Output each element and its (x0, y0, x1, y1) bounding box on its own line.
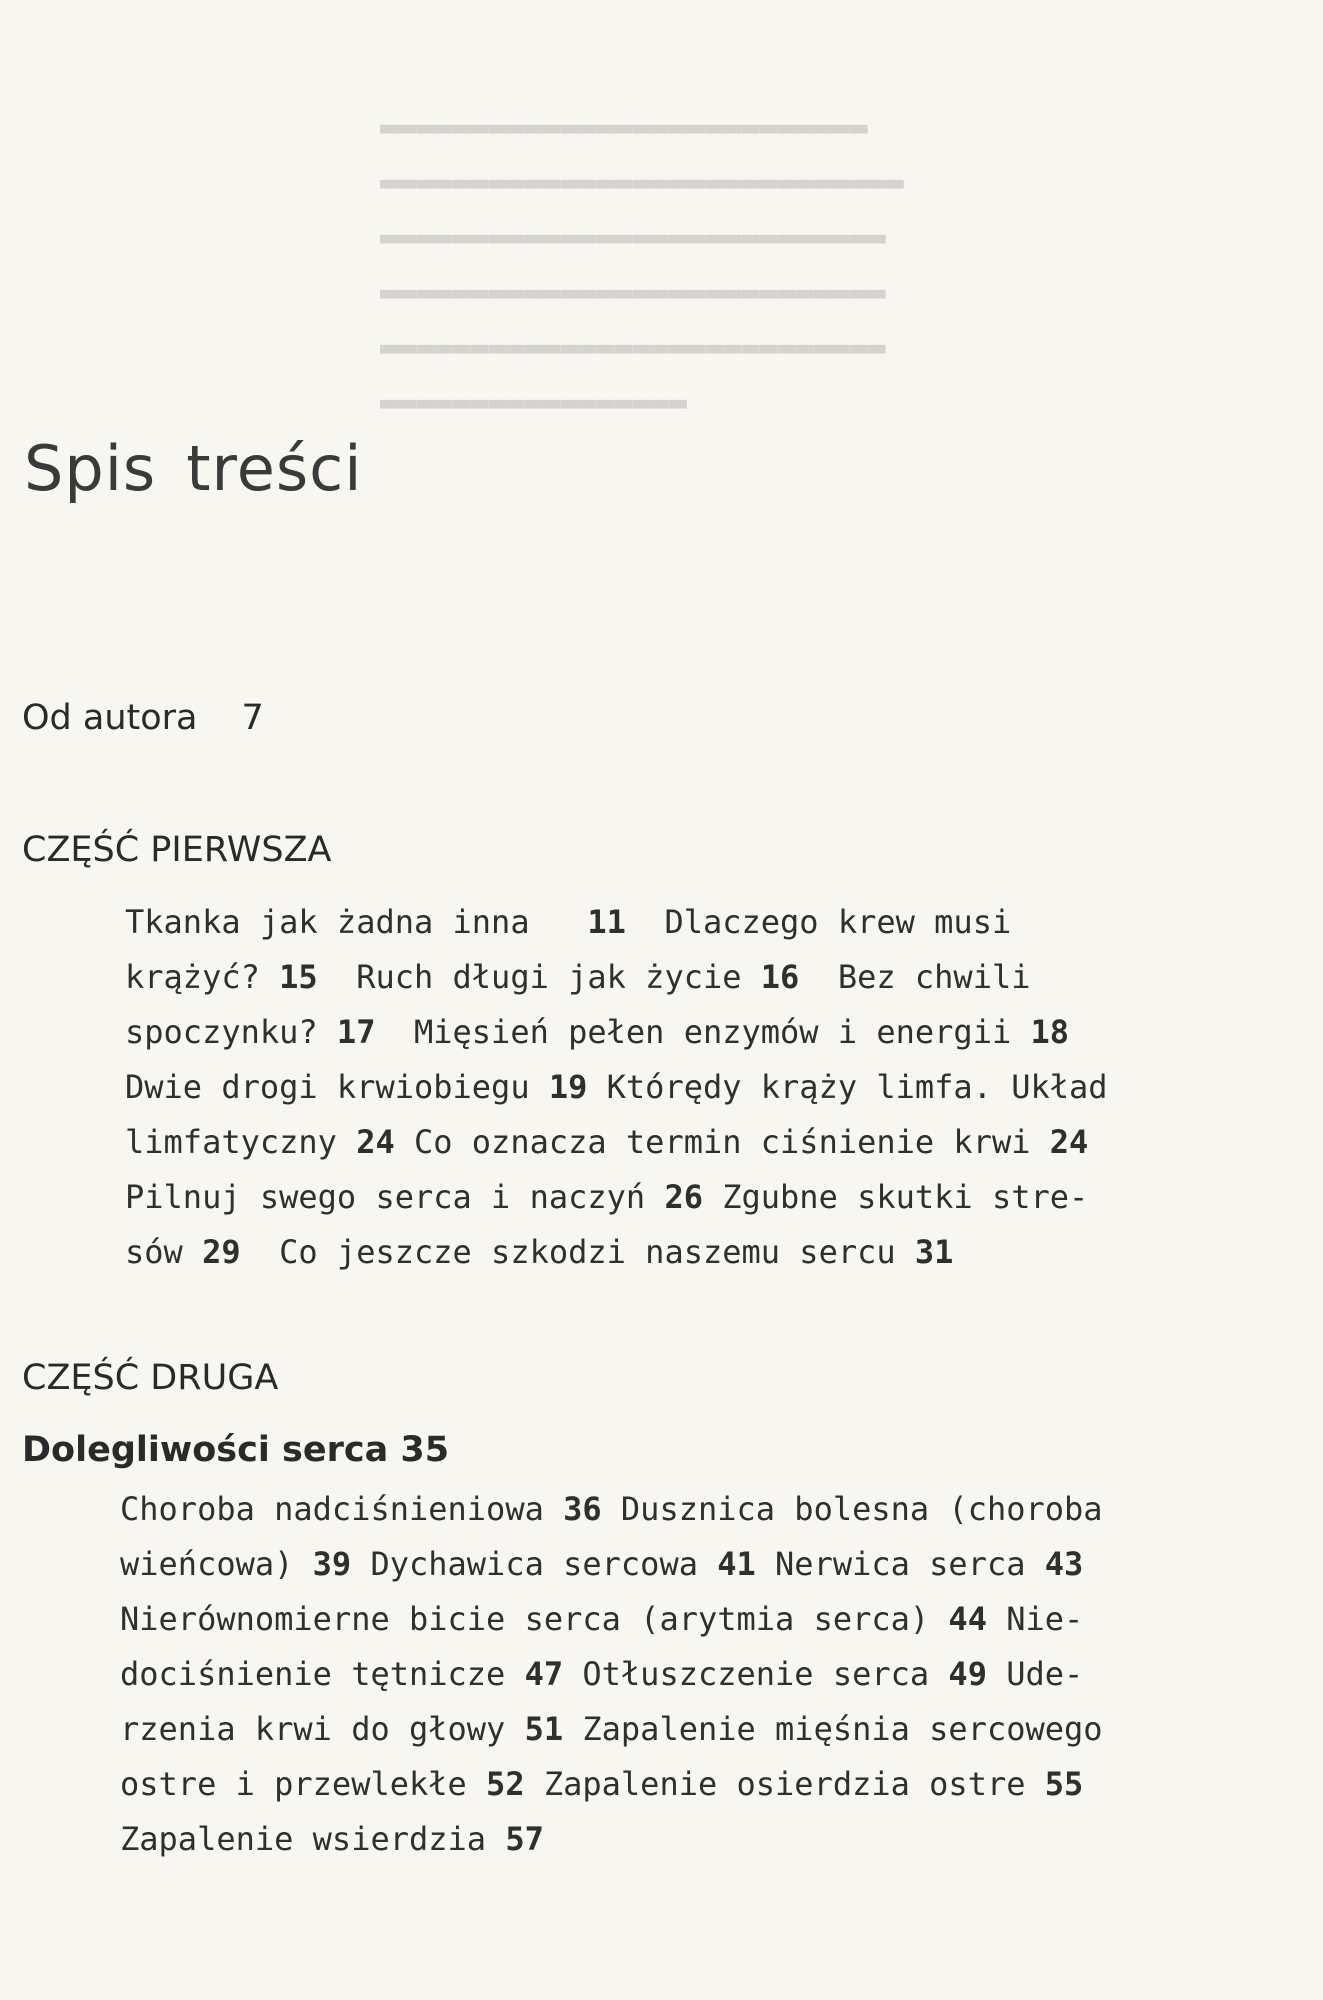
toc-text: Nerwica serca (755, 1545, 1045, 1583)
toc-entry-label: Od autora (22, 698, 198, 738)
toc-line (120, 1537, 1103, 1592)
toc-page-number: 15 (279, 958, 318, 996)
toc-page-number: 36 (563, 1490, 602, 1528)
toc-text: Choroba nadciśnieniowa (120, 1490, 564, 1528)
part-2-entries (120, 1482, 1103, 1867)
toc-line (120, 1812, 1103, 1867)
toc-line (125, 950, 1108, 1005)
toc-page-number: 26 (664, 1178, 703, 1216)
toc-line (120, 1482, 1103, 1537)
toc-text: Zapalenie osierdzia ostre (524, 1765, 1045, 1803)
toc-page-number: 24 (1049, 1123, 1089, 1161)
toc-text: Zapalenie wsierdzia (120, 1820, 506, 1858)
toc-page-number: 29 (202, 1233, 241, 1271)
toc-text: sów (125, 1233, 203, 1271)
toc-page-number: 49 (948, 1655, 987, 1693)
toc-page-number: 52 (486, 1765, 525, 1803)
toc-page-number: 24 (356, 1123, 395, 1161)
toc-text: spoczynku? (125, 1013, 337, 1051)
toc-line (125, 1115, 1108, 1170)
toc-page-number: 17 (336, 1013, 376, 1051)
toc-page-number: 19 (548, 1068, 588, 1106)
part-2-heading: CZĘŚĆ DRUGA (22, 1358, 279, 1398)
toc-text: Zapalenie mięśnia sercowego (563, 1710, 1103, 1748)
toc-page-number: 57 (505, 1820, 544, 1858)
part-1-heading: CZĘŚĆ PIERWSZA (22, 830, 332, 870)
toc-line (120, 1647, 1103, 1702)
toc-page-number: 18 (1030, 1013, 1070, 1051)
section-heading-dolegliwosci-serca (22, 1430, 449, 1470)
toc-line (125, 1170, 1108, 1225)
toc-page-number: 39 (312, 1545, 352, 1583)
toc-text: Nierównomierne bicie serca (arytmia serca) (120, 1600, 949, 1638)
toc-line (125, 1005, 1108, 1060)
toc-page-number: 11 (587, 903, 626, 941)
toc-line (125, 1225, 1108, 1280)
bleed-through-decoration: ▬▬▬▬▬▬▬▬▬▬▬▬▬▬▬▬▬▬▬▬▬▬▬▬▬▬▬ ▬▬▬▬▬▬▬▬▬▬▬▬▬▬▬▬▬▬▬▬▬▬▬▬▬▬▬▬▬ ▬▬▬▬▬▬▬▬▬▬▬▬▬▬▬▬▬▬▬▬▬▬▬▬▬▬▬▬ ▬▬▬▬▬▬▬▬▬▬▬▬▬▬▬▬▬▬▬▬▬▬▬▬▬▬▬▬ ▬▬▬▬▬▬▬▬▬▬▬▬▬▬▬▬▬▬▬▬▬▬▬▬▬▬▬▬ ▬▬▬▬▬▬▬▬▬▬▬▬▬▬▬▬▬ (380, 110, 904, 420)
toc-text: Dwie drogi krwiobiegu (125, 1068, 549, 1106)
title-word-2: treści (186, 432, 363, 505)
section-page: 35 (400, 1430, 450, 1470)
toc-entry-page: 7 (241, 698, 264, 738)
toc-text: Mięsień pełen enzymów i energii (375, 1013, 1031, 1051)
toc-text: Ude- (986, 1655, 1084, 1693)
toc-page-number: 43 (1044, 1545, 1084, 1583)
toc-page-number: 47 (524, 1655, 564, 1693)
toc-line (120, 1757, 1103, 1812)
toc-page-number: 41 (717, 1545, 756, 1583)
toc-text: krążyć? (125, 958, 280, 996)
toc-text: Co oznacza termin ciśnienie krwi (394, 1123, 1050, 1161)
toc-text: Co jeszcze szkodzi naszemu sercu (240, 1233, 915, 1271)
toc-text: Zgubne skutki stre- (702, 1178, 1089, 1216)
page-title (24, 432, 362, 505)
toc-text: Ruch długi jak życie (317, 958, 761, 996)
toc-entry-od-autora (22, 698, 264, 738)
toc-text: ostre i przewlekłe (120, 1765, 487, 1803)
toc-text: Bez chwili (799, 958, 1031, 996)
toc-text: Otłuszczenie serca (563, 1655, 949, 1693)
toc-text: Dychawica sercowa (351, 1545, 718, 1583)
toc-text: Dusznica bolesna (choroba (601, 1490, 1103, 1528)
toc-line (120, 1592, 1103, 1647)
toc-line (125, 1060, 1108, 1115)
section-label: Dolegliwości serca (22, 1430, 389, 1470)
toc-text: Nie- (986, 1600, 1084, 1638)
toc-line (120, 1702, 1103, 1757)
part-1-entries (125, 895, 1108, 1280)
toc-text: Dlaczego krew musi (625, 903, 1012, 941)
toc-page-number: 44 (948, 1600, 987, 1638)
toc-text: rzenia krwi do głowy (120, 1710, 525, 1748)
toc-page-number: 55 (1044, 1765, 1084, 1803)
toc-text: Którędy krąży limfa. Układ (587, 1068, 1108, 1106)
toc-text: dociśnienie tętnicze (120, 1655, 525, 1693)
toc-page-number: 51 (524, 1710, 564, 1748)
toc-line (125, 895, 1108, 950)
toc-text: Tkanka jak żadna inna (125, 903, 588, 941)
toc-page-number: 31 (914, 1233, 954, 1271)
toc-text: Pilnuj swego serca i naczyń (125, 1178, 665, 1216)
toc-text: wieńcowa) (120, 1545, 313, 1583)
toc-page-number: 16 (760, 958, 800, 996)
title-word-1: Spis (24, 432, 157, 505)
toc-text: limfatyczny (125, 1123, 357, 1161)
